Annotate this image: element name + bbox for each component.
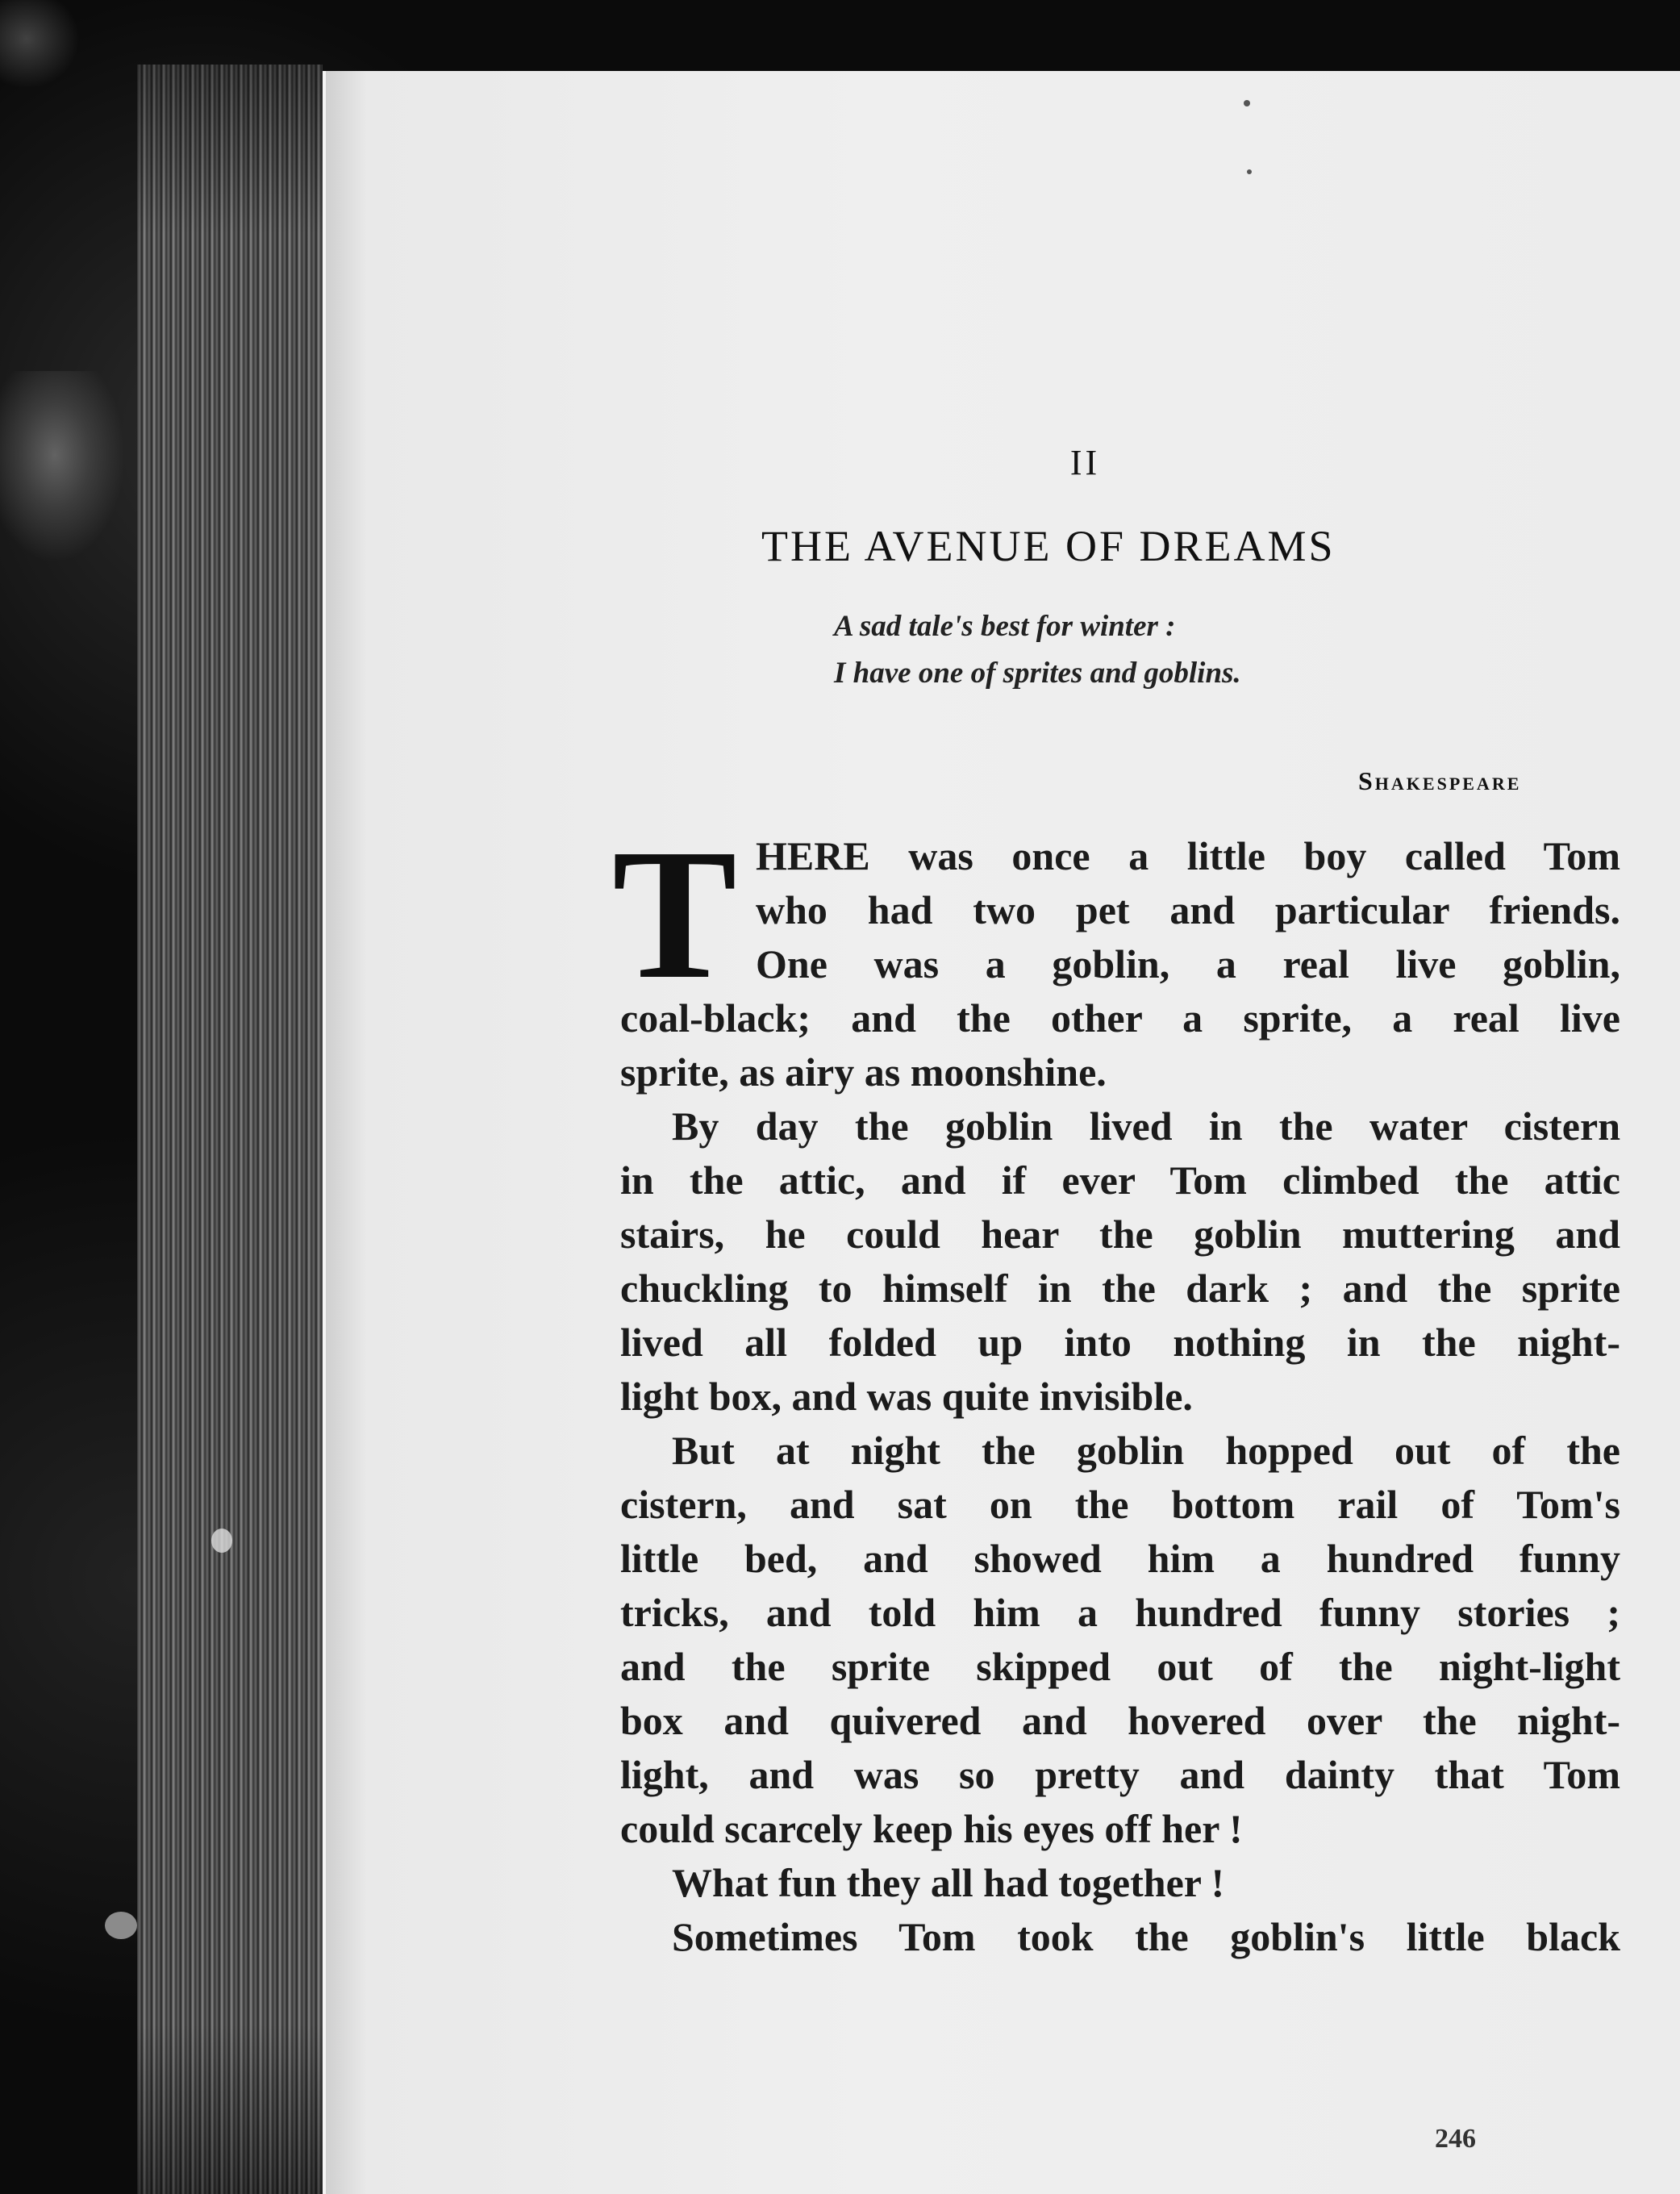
body-text (612, 811, 1620, 1964)
text-line: Sometimes Tom took the goblin's little black (672, 1914, 1620, 1959)
text-line: sprite, as airy as moonshine. (620, 1049, 1107, 1095)
cover-ornament-top (0, 0, 89, 97)
text-line: and the sprite skipped out of the night-light (620, 1644, 1620, 1689)
paragraph (620, 1424, 1620, 1856)
epigraph (834, 603, 1241, 697)
text-line: One was a goblin, a real live goblin, (756, 941, 1620, 986)
text-line: HERE was once a little boy called Tom (756, 833, 1620, 878)
text-line: stairs, he could hear the goblin muttering and (620, 1212, 1620, 1257)
chapter-title: THE AVENUE OF DREAMS (761, 522, 1336, 570)
text-line: What fun they all had together ! (672, 1860, 1225, 1905)
text-line: light, and was so pretty and dainty that Tom (620, 1752, 1620, 1797)
text-line: tricks, and told him a hundred funny stories ; (620, 1590, 1620, 1635)
text-line: cistern, and sat on the bottom rail of Tom's (620, 1482, 1620, 1527)
paragraph (620, 1910, 1620, 1964)
cover-ornament (0, 371, 137, 581)
scan-speck (211, 1529, 232, 1553)
text-line: in the attic, and if ever Tom climbed the attic (620, 1157, 1620, 1203)
text-line: light box, and was quite invisible. (620, 1374, 1193, 1419)
print-mark (1247, 169, 1252, 174)
book-page (323, 71, 1680, 2194)
scan-speck (105, 1912, 137, 1939)
print-mark (1244, 100, 1250, 106)
text-line: lived all folded up into nothing in the night- (620, 1320, 1620, 1365)
text-line: By day the goblin lived in the water cistern (672, 1103, 1620, 1149)
text-line: But at night the goblin hopped out of the (672, 1428, 1620, 1473)
paragraph (620, 991, 1620, 1099)
page-number: 246 (1435, 2124, 1476, 2154)
text-line: chuckling to himself in the dark ; and the sprite (620, 1266, 1620, 1311)
paragraph (620, 1099, 1620, 1424)
epigraph-line: I have one of sprites and goblins. (834, 657, 1241, 690)
epigraph-line: A sad tale's best for winter : (834, 610, 1176, 643)
text-line: little bed, and showed him a hundred funny (620, 1536, 1620, 1581)
text-line: box and quivered and hovered over the night- (620, 1698, 1620, 1743)
epigraph-attribution: Shakespeare (1358, 766, 1522, 795)
drop-cap: T (612, 811, 737, 1018)
text-line: could scarcely keep his eyes off her ! (620, 1806, 1243, 1851)
page-block-edges (137, 65, 323, 2194)
chapter-number: II (1069, 443, 1101, 482)
text-line: coal-black; and the other a sprite, a real live (620, 995, 1620, 1041)
text-line: who had two pet and particular friends. (756, 887, 1620, 932)
paragraph (620, 1856, 1620, 1910)
